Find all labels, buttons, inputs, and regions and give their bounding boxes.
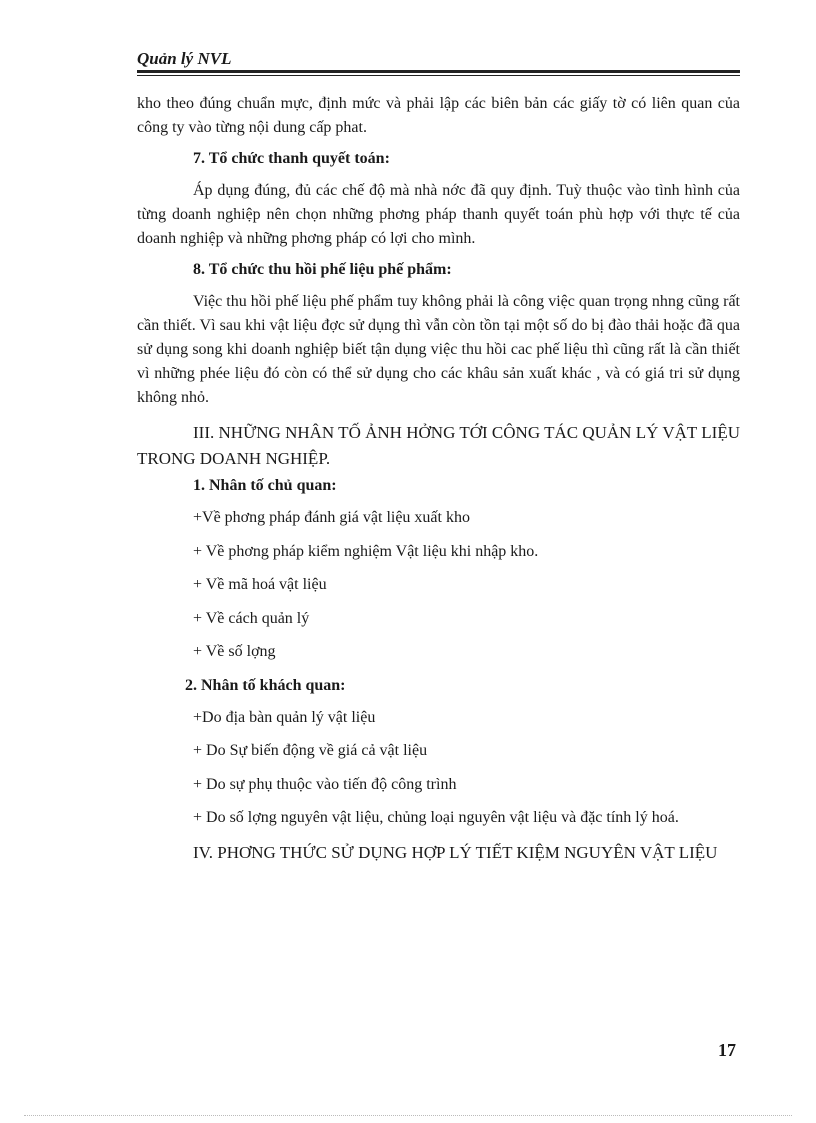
page-body [137,92,740,866]
objective-factor-list [137,706,740,797]
list-item: + Về mã hoá vật liệu [193,576,327,593]
heading-7: 7. Tổ chức thanh quyết toán: [193,150,390,167]
paragraph-scrap-recovery: Việc thu hồi phế liệu phế phẩm tuy không phải là công việc quan trọng nhng cũng rất cần thiết. Vì sau khi vật liệu đợc sử dụng thì vẫn còn tồn tại một số do bị đào thải hoặc đã qua sử dụng song khi doanh nghiệp biết tận dụng việc thu hồi cac phế liệu thì cũng rất là cần thiết vì những phée liệu đó còn có thể sử dụng cho các khâu sản xuất khác , và có giá tri sử dụng không nhỏ. [137,293,740,406]
list-item: + Về số lợng [193,643,276,660]
page-number: 17 [718,1040,736,1060]
section-iii-title: III. NHỮNG NHÂN TỐ ẢNH HỞNG TỚI CÔNG TÁC QUẢN LÝ VẬT LIỆU TRONG DOANH NGHIỆP. [137,423,740,468]
list-item: +Do địa bàn quản lý vật liệu [193,708,376,726]
header-title: Quản lý NVL [137,49,232,68]
heading-objective-factors: 2. Nhân tố khách quan: [185,676,346,694]
list-item: + Về phơng pháp kiểm nghiệm Vật liệu khi nhập kho. [193,542,539,560]
paragraph-quantity-factor: + Do số lợng nguyên vật liệu, chủng loại nguyên vật liệu và đặc tính lý hoá. [193,809,679,826]
subjective-factor-list [137,506,740,664]
paragraph-settlement: Áp dụng đúng, đủ các chế độ mà nhà nớc đã quy định. Tuỳ thuộc vào tình hình của từng doanh nghiệp nên chọn những phơng pháp thanh quyết toán phù hợp với thực tế của doanh nghiệp và những phơng pháp có lợi cho mình. [137,182,740,247]
header-rule-thin [137,75,740,76]
list-item: + Về cách quản lý [193,609,310,627]
heading-8: 8. Tổ chức thu hồi phế liệu phế phẩm: [193,261,452,278]
footer-dotted-line [24,1115,792,1116]
header-rule-thick [137,70,740,73]
list-item: + Do Sự biến động về giá cả vật liệu [193,742,428,759]
section-iv-title: IV. PHƠNG THỨC SỬ DỤNG HỢP LÝ TIẾT KIỆM NGUYÊN VẬT LIỆU [193,843,718,862]
paragraph-continued: kho theo đúng chuẩn mực, định mức và phải lập các biên bản các giấy tờ có liên quan của công ty vào từng nội dung cấp phat. [137,95,740,136]
list-item: +Về phơng pháp đánh giá vật liệu xuất kho [193,509,470,526]
list-item: + Do sự phụ thuộc vào tiến độ công trình [193,775,457,793]
heading-subjective-factors: 1. Nhân tố chủ quan: [193,477,337,494]
